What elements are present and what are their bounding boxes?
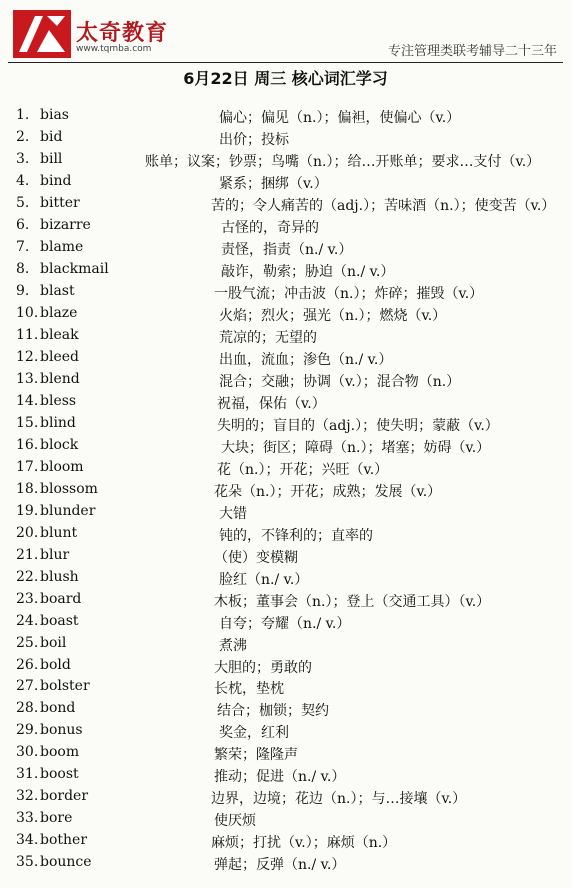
- vocab-entry: [0, 437, 571, 459]
- entry-word: bleak: [40, 326, 79, 343]
- vocab-entry: [0, 283, 571, 305]
- entry-definition: 失明的；盲目的（adj.）；使失明；蒙蔽（v.）: [217, 417, 499, 434]
- entry-number: 16.: [16, 436, 39, 453]
- vocab-entry: [0, 854, 571, 876]
- header-divider: [8, 62, 563, 63]
- vocab-entry: [0, 766, 571, 788]
- entry-word: bitter: [40, 194, 80, 211]
- entry-definition: 花（n.）；开花；兴旺（v.）: [217, 461, 389, 478]
- entry-number: 23.: [16, 590, 39, 607]
- entry-number: 2.: [16, 128, 30, 145]
- entry-definition: 奖金，红利: [219, 725, 289, 742]
- vocab-entry: [0, 722, 571, 744]
- entry-definition: 一股气流；冲击波（n.）；炸碎；摧毁（v.）: [214, 285, 484, 302]
- vocab-entry: [0, 569, 571, 591]
- vocab-entry: [0, 591, 571, 613]
- vocab-entry: [0, 744, 571, 766]
- entry-word: bloom: [40, 458, 84, 475]
- entry-word: bounce: [40, 854, 92, 871]
- vocab-entry: [0, 415, 571, 437]
- header-tagline: 专注管理类联考辅导二十三年: [387, 44, 557, 59]
- vocab-entry: [0, 613, 571, 635]
- entry-word: bind: [40, 172, 72, 189]
- entry-definition: 长枕，垫枕: [214, 681, 284, 698]
- entry-word: border: [40, 788, 89, 805]
- entry-number: 17.: [16, 458, 39, 475]
- entry-word: blunder: [40, 502, 96, 519]
- vocab-entry: [0, 195, 571, 217]
- entry-number: 1.: [16, 107, 30, 123]
- entry-word: blackmail: [40, 260, 109, 277]
- entry-word: bid: [40, 128, 63, 145]
- entry-word: blind: [40, 414, 76, 431]
- entry-number: 22.: [16, 568, 39, 585]
- entry-number: 25.: [16, 634, 39, 651]
- brand-url: www.tqmba.com: [76, 44, 152, 54]
- entry-number: 27.: [16, 678, 39, 695]
- entry-word: blast: [40, 282, 75, 299]
- vocab-entry: [0, 459, 571, 481]
- entry-word: blame: [40, 238, 84, 255]
- entry-number: 18.: [16, 480, 39, 497]
- entry-number: 11.: [16, 326, 39, 343]
- entry-definition: 脸红（n./ v.）: [219, 571, 309, 588]
- page-title: 6月22日 周三 核心词汇学习: [183, 69, 388, 88]
- entry-word: boom: [40, 744, 80, 761]
- vocab-entry: [0, 107, 571, 129]
- entry-number: 5.: [16, 194, 30, 211]
- entry-definition: 钝的，不锋利的；直率的: [219, 527, 373, 544]
- entry-word: blur: [40, 546, 70, 563]
- entry-word: bond: [40, 700, 76, 717]
- entry-word: boil: [40, 634, 67, 651]
- vocab-entry: [0, 657, 571, 679]
- entry-word: bold: [40, 656, 71, 673]
- vocab-entry: [0, 810, 571, 832]
- entry-definition: 偏心；偏见（n.）；偏袒，使偏心（v.）: [219, 110, 461, 126]
- entry-number: 28.: [16, 700, 39, 717]
- entry-definition: 账单；议案；钞票；鸟嘴（n.）；给…开账单；要求…支付（v.）: [145, 153, 541, 170]
- entry-word: bless: [40, 392, 77, 409]
- entry-word: bolster: [40, 678, 90, 695]
- entry-word: bizarre: [40, 216, 91, 233]
- page-header: [0, 0, 571, 70]
- entry-definition: 祝福，保佑（v.）: [217, 395, 326, 412]
- entry-number: 7.: [16, 238, 30, 255]
- entry-number: 29.: [16, 722, 39, 739]
- vocab-entry: [0, 393, 571, 415]
- vocab-entry: [0, 261, 571, 283]
- entry-number: 34.: [16, 832, 39, 849]
- vocab-entry: [0, 700, 571, 722]
- vocab-entry: [0, 217, 571, 239]
- entry-number: 15.: [16, 414, 39, 431]
- entry-number: 13.: [16, 370, 39, 387]
- entry-word: bill: [40, 150, 63, 167]
- entry-definition: 大胆的；勇敢的: [214, 659, 312, 676]
- entry-word: blush: [40, 568, 79, 585]
- entry-number: 14.: [16, 392, 39, 409]
- vocab-entry: [0, 239, 571, 261]
- vocab-entry: [0, 547, 571, 569]
- entry-number: 21.: [16, 546, 39, 563]
- entry-number: 10.: [16, 304, 39, 321]
- entry-definition: 使厌烦: [214, 813, 256, 830]
- brand-name: 太奇教育: [76, 21, 169, 46]
- entry-number: 19.: [16, 502, 39, 519]
- entry-definition: 大错: [219, 505, 247, 522]
- entry-definition: 自夸；夸耀（n./ v.）: [219, 615, 351, 632]
- vocab-entry: [0, 503, 571, 525]
- vocab-entry: [0, 327, 571, 349]
- entry-definition: 推动；促进（n./ v.）: [214, 769, 346, 786]
- entry-number: 30.: [16, 744, 39, 761]
- entry-definition: 出血，流血；渗色（n./ v.）: [219, 351, 393, 368]
- entry-definition: 弹起；反弹（n./ v.）: [214, 857, 346, 874]
- vocab-entry: [0, 151, 571, 173]
- entry-number: 33.: [16, 810, 39, 827]
- entry-word: boost: [40, 766, 79, 783]
- entry-definition: 边界，边境；花边（n.）；与…接壤（v.）: [211, 791, 467, 808]
- entry-definition: 紧系；捆绑（v.）: [219, 175, 328, 192]
- entry-definition: 出价；投标: [219, 131, 289, 148]
- vocab-entry: [0, 349, 571, 371]
- entry-definition: 古怪的，奇异的: [221, 219, 319, 236]
- entry-word: blend: [40, 370, 80, 387]
- vocab-entry: [0, 635, 571, 657]
- vocab-entry: [0, 678, 571, 700]
- entry-word: bleed: [40, 348, 79, 365]
- vocab-entry: [0, 173, 571, 195]
- entry-definition: 苦的；令人痛苦的（adj.）；苦味酒（n.）；使变苦（v.）: [211, 197, 556, 214]
- vocab-entry: [0, 525, 571, 547]
- entry-word: boast: [40, 612, 79, 629]
- entry-number: 31.: [16, 766, 39, 783]
- entry-word: blaze: [40, 304, 78, 321]
- entry-word: bias: [40, 107, 69, 123]
- entry-definition: （使）变模糊: [214, 549, 298, 566]
- entry-number: 26.: [16, 656, 39, 673]
- entry-number: 8.: [16, 260, 30, 277]
- entry-definition: 木板；董事会（n.）；登上（交通工具）（v.）: [214, 593, 491, 610]
- entry-definition: 敲诈，勒索；胁迫（n./ v.）: [221, 263, 395, 280]
- vocab-entry: [0, 788, 571, 810]
- entry-number: 6.: [16, 216, 30, 233]
- vocab-entry: [0, 129, 571, 151]
- entry-word: bore: [40, 810, 73, 827]
- entry-number: 9.: [16, 282, 30, 299]
- vocab-entry: [0, 305, 571, 327]
- entry-word: block: [40, 436, 79, 453]
- entry-definition: 麻烦；打扰（v.）；麻烦（n.）: [211, 835, 397, 852]
- logo-icon: [13, 10, 71, 58]
- entry-number: 3.: [16, 150, 30, 167]
- entry-word: blunt: [40, 524, 78, 541]
- entry-definition: 繁荣；隆隆声: [214, 747, 298, 764]
- vocab-entry: [0, 371, 571, 393]
- vocab-entry: [0, 832, 571, 854]
- entry-number: 12.: [16, 348, 39, 365]
- entry-definition: 花朵（n.）；开花；成熟；发展（v.）: [214, 483, 442, 500]
- entry-definition: 结合；枷锁；契约: [217, 703, 329, 720]
- entry-word: blossom: [40, 480, 98, 497]
- entry-word: board: [40, 590, 82, 607]
- entry-definition: 混合；交融；协调（v.）；混合物（n.）: [219, 373, 461, 390]
- entry-number: 20.: [16, 524, 39, 541]
- entry-definition: 火焰；烈火；强光（n.）；燃烧（v.）: [219, 307, 447, 324]
- entry-definition: 荒凉的；无望的: [219, 329, 317, 346]
- entry-number: 35.: [16, 854, 39, 871]
- entry-number: 4.: [16, 172, 30, 189]
- entry-word: bother: [40, 832, 88, 849]
- entry-number: 24.: [16, 612, 39, 629]
- entry-word: bonus: [40, 722, 83, 739]
- entry-definition: 煮沸: [219, 637, 247, 654]
- vocab-entry: [0, 481, 571, 503]
- entry-definition: 责怪，指责（n./ v.）: [221, 241, 353, 258]
- entry-definition: 大块；街区；障碍（n.）；堵塞；妨碍（v.）: [221, 439, 491, 456]
- entry-number: 32.: [16, 788, 39, 805]
